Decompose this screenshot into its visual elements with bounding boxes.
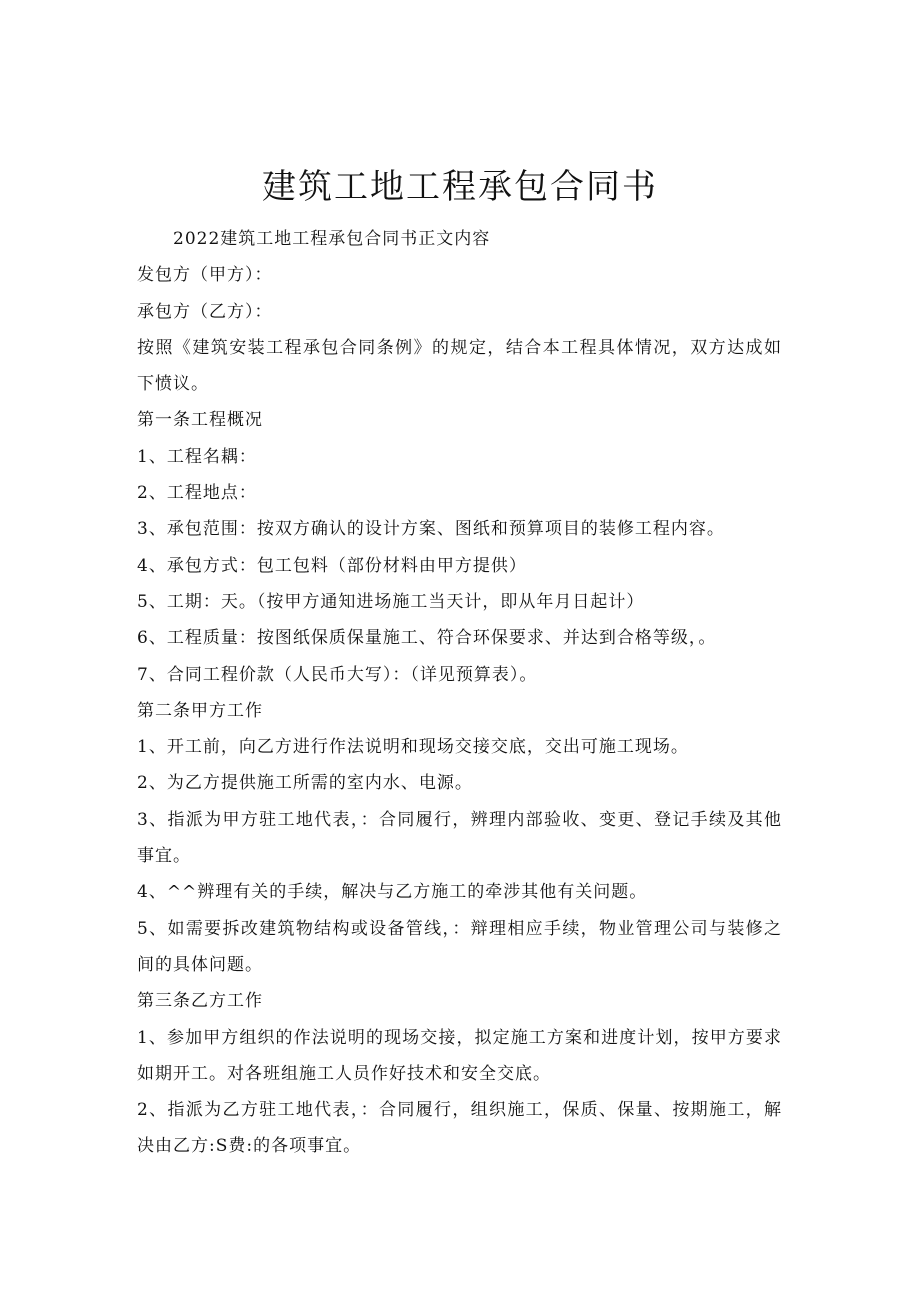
article-1-item-5: 5、工期：天。（按甲方通知进场施工当天计，即从年月日起计） (137, 591, 645, 612)
article-1-heading: 第一条工程概况 (137, 410, 263, 431)
document-title: 建筑工地工程承包合同书 (262, 166, 658, 207)
article-3-heading: 第三条乙方工作 (137, 991, 263, 1012)
article-1-item-4: 4、承包方式：包工包料（部份材料由甲方提供） (137, 555, 527, 576)
intro-line: 2022建筑工地工程承包合同书正文内容 (173, 229, 491, 249)
article-1-item-1: 1、工程名耦： (137, 446, 257, 467)
article-3-item-2: 2、指派为乙方驻工地代表，：合同履行，组织施工，保质、保量、按期施工，解决由乙方:S费:的各项事宜。 (137, 1100, 782, 1157)
article-2-item-4: 4、^^辨理有关的手续，解决与乙方施工的牵涉其他有关问题。 (137, 882, 648, 903)
article-1-item-6: 6、工程质量：按图纸保质保量施工、符合环保要求、并达到合格等级，。 (137, 628, 717, 649)
article-1-item-2: 2、工程地点： (137, 483, 257, 504)
article-2-item-2: 2、为乙方提供施工所需的室内水、电源。 (137, 773, 473, 794)
article-2-item-3: 3、指派为甲方驻工地代表，：合同履行，辨理内部验收、变更、登记手续及其他事宜。 (137, 809, 782, 867)
party-a-line: 发包方（甲方）： (137, 265, 273, 286)
article-1-item-3: 3、承包范围：按双方确认的设计方案、图纸和预算项目的装修工程内容。 (137, 519, 725, 540)
article-2-item-5: 5、如需要拆改建筑物结构或设备管线，：辩理相应手续，物业管理公司与装修之间的具体问题。 (137, 918, 782, 975)
article-3-item-1: 1、参加甲方组织的作法说明的现场交接，拟定施工方案和进度计划，按甲方要求如期开工。对各班组施工人员作好技术和安全交底。 (137, 1027, 782, 1084)
article-2-item-1: 1、开工前，向乙方进行作法说明和现场交接交底，交出可施工现场。 (137, 737, 689, 758)
article-2-heading: 第二条甲方工作 (137, 700, 263, 721)
article-1-item-7: 7、合同工程价款（人民币大写）：（详见预算表）。 (137, 664, 538, 685)
document-body (137, 221, 782, 1165)
party-b-line: 承包方（乙方）： (137, 301, 273, 322)
preamble-paragraph: 按照《建筑安装工程承包合同条例》的规定，结合本工程具体情况，双方达成如下愤议。 (137, 337, 782, 395)
